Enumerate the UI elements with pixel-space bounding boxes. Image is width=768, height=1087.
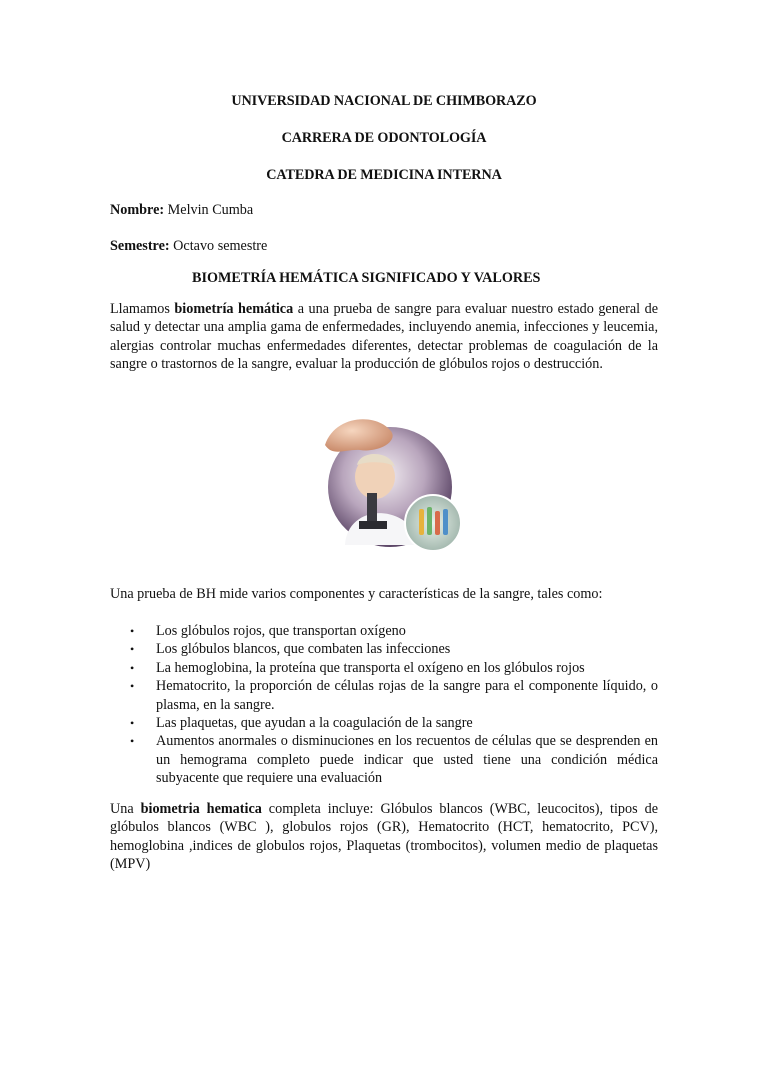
bullet-icon: • [130, 716, 135, 731]
bullet-icon: • [130, 679, 135, 694]
bullet-icon: • [130, 624, 135, 638]
name-value: Melvin Cumba [167, 202, 254, 218]
components-list [110, 622, 658, 788]
chair-heading: CATEDRA DE MEDICINA INTERNA [266, 167, 502, 183]
semester-value: Octavo semestre [173, 238, 268, 254]
semester-label: Semestre: [110, 238, 170, 254]
microscope-body [367, 493, 377, 523]
list-item-text: Los glóbulos rojos, que transportan oxígeno [156, 623, 406, 639]
microscope-base [359, 521, 387, 529]
hand-shape [325, 419, 393, 451]
list-item [110, 640, 658, 658]
name-label: Nombre: [110, 202, 165, 218]
university-heading: UNIVERSIDAD NACIONAL DE CHIMBORAZO [231, 93, 537, 109]
closing-paragraph [110, 800, 658, 873]
student-name-line [110, 202, 253, 219]
intro-pre: Llamamos [110, 301, 175, 317]
list-item-text: Hematocrito, la proporción de células rojas de la sangre para el componente líquido, o plasma, en la sangre. [156, 678, 658, 713]
career-heading: CARRERA DE ODONTOLOGÍA [281, 130, 487, 146]
intro-paragraph [110, 300, 658, 373]
lab-illustration [305, 405, 465, 555]
list-item-text: Aumentos anormales o disminuciones en los recuentos de células que se desprenden en un hemograma completo puede indicar que usted tiene una condición médica subyacente que requiere una evaluación [156, 733, 658, 787]
intro-post: a una prueba de sangre para evaluar nuestro estado general de salud y detectar una amplia gama de enfermedades, incluyendo anemia, infecciones y leucemia, alergias controlar muchas enfermedades diferentes, detectar problemas de coagulación de la sangre o trastornos de la sangre, evaluar la producción de glóbulos rojos o destrucción. [110, 301, 658, 372]
list-item [110, 659, 658, 677]
bullet-icon: • [130, 660, 135, 675]
tube-yellow [419, 509, 424, 535]
list-item-text: Los glóbulos blancos, que combaten las infecciones [156, 641, 451, 658]
closing-term: biometria hematica [140, 801, 262, 817]
test-tubes-circle [405, 495, 461, 551]
tube-red [435, 511, 440, 535]
tube-green [427, 507, 432, 535]
list-item-text: Las plaquetas, que ayudan a la coagulación de la sangre [156, 715, 473, 732]
closing-post: completa incluye: Glóbulos blancos (WBC, leucocitos), tipos de glóbulos blancos (WBC ), globulos rojos (GR), Hematocrito (HCT, hematocrito, PCV), hemoglobina ,indices de globulos rojos, Plaquetas (trombocitos), volumen medio de plaquetas (MPV) [110, 801, 658, 872]
intro-term: biometría hemática [174, 301, 294, 317]
tube-blue [443, 509, 448, 535]
list-item [110, 622, 658, 640]
closing-pre: Una [110, 801, 141, 817]
document-title: BIOMETRÍA HEMÁTICA SIGNIFICADO Y VALORES [192, 270, 541, 286]
list-item [110, 732, 658, 787]
list-item [110, 677, 658, 714]
bullet-icon: • [130, 642, 135, 657]
components-intro: Una prueba de BH mide varios componentes y características de la sangre, tales como: [110, 586, 603, 602]
bullet-icon: • [130, 734, 135, 749]
list-item [110, 714, 658, 732]
semester-line [110, 238, 267, 255]
list-item-text: La hemoglobina, la proteína que transporta el oxígeno en los glóbulos rojos [156, 659, 585, 676]
